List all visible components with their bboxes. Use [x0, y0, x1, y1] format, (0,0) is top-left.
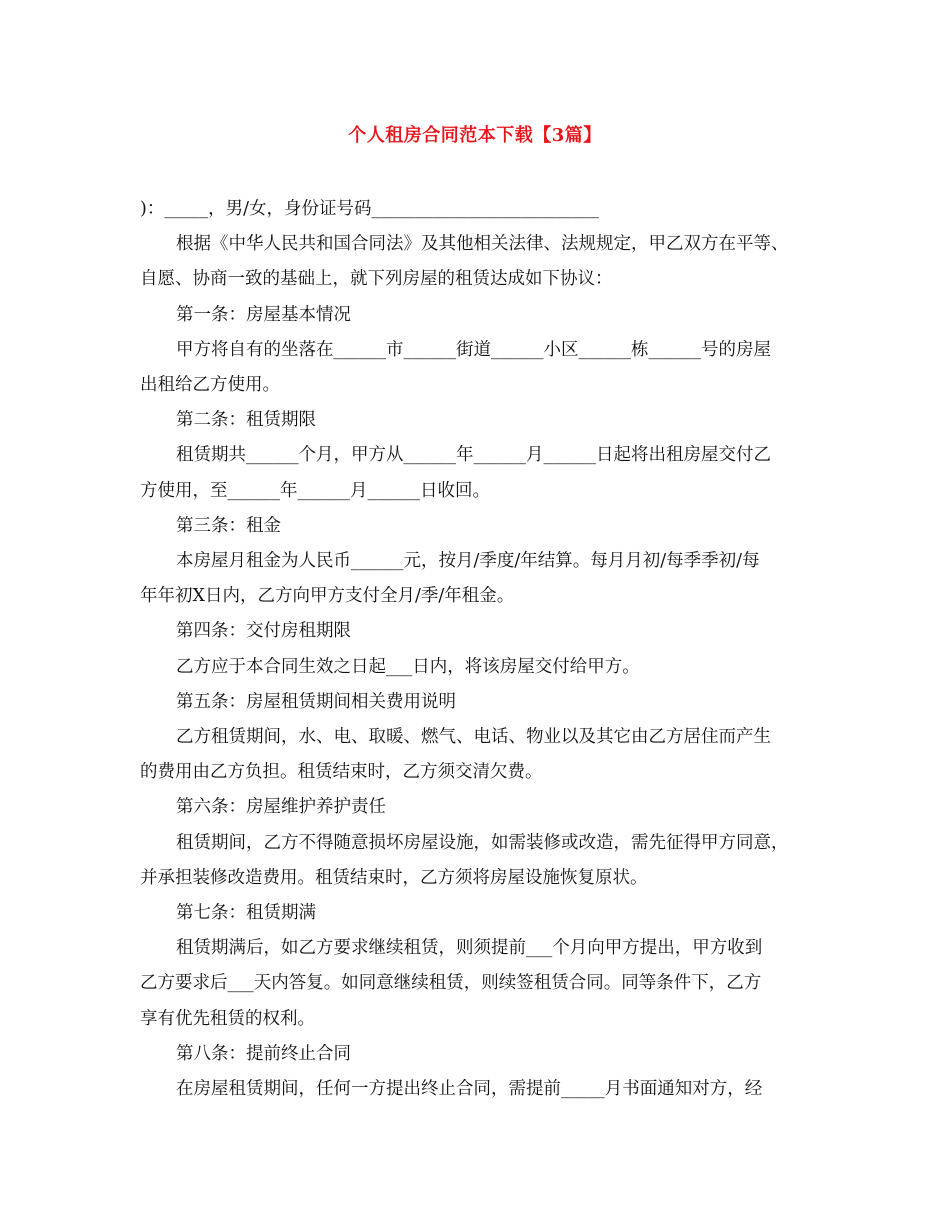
- text-line: 第三条：租金: [176, 515, 281, 536]
- text-line: 租赁期满后，如乙方要求继续租赁，则须提前___个月向甲方提出，甲方收到: [176, 938, 763, 959]
- text-line: 第四条：交付房租期限: [176, 621, 351, 642]
- text-line: 第八条：提前终止合同: [176, 1043, 351, 1064]
- text-line: 租赁期共______个月，甲方从______年______月______日起将出租房屋交付乙: [176, 445, 771, 466]
- text-line: 第一条：房屋基本情况: [176, 304, 351, 325]
- text-line: 的费用由乙方负担。租赁结束时，乙方须交清欠费。: [140, 762, 543, 783]
- text-line: 乙方应于本合同生效之日起___日内，将该房屋交付给甲方。: [176, 656, 640, 677]
- document-title: 个人租房合同范本下载【3篇】: [348, 125, 602, 146]
- text-line: 第五条：房屋租赁期间相关费用说明: [176, 691, 456, 712]
- text-line: 并承担装修改造费用。租赁结束时，乙方须将房屋设施恢复原状。: [140, 867, 648, 888]
- text-line: 本房屋月租金为人民币______元，按月/季度/年结算。每月月初/每季季初/每: [176, 551, 760, 572]
- text-line: 方使用，至______年______月______日收回。: [140, 480, 490, 501]
- text-line: 自愿、协商一致的基础上，就下列房屋的租赁达成如下协议：: [140, 269, 613, 290]
- text-line: 享有优先租赁的权利。: [140, 1008, 315, 1029]
- text-line: 根据《中华人民共和国合同法》及其他相关法律、法规规定，甲乙双方在平等、: [176, 234, 789, 255]
- text-line: 在房屋租赁期间，任何一方提出终止合同，需提前_____月书面通知对方，经: [176, 1079, 763, 1100]
- text-line: 甲方将自有的坐落在______市______街道______小区______栋______号的房屋: [176, 339, 771, 360]
- text-line: 乙方要求后___天内答复。如同意继续租赁，则续签租赁合同。同等条件下，乙方: [140, 973, 762, 994]
- document-body: [140, 192, 818, 1107]
- text-line: 年年初X日内，乙方向甲方支付全月/季/年租金。: [140, 586, 515, 607]
- text-line: 出租给乙方使用。: [140, 375, 280, 396]
- text-line: 第二条：租赁期限: [176, 410, 316, 431]
- text-line: 租赁期间，乙方不得随意损坏房屋设施，如需装修或改造，需先征得甲方同意，: [176, 832, 789, 853]
- text-line: 乙方租赁期间，水、电、取暖、燃气、电话、物业以及其它由乙方居住而产生: [176, 727, 771, 748]
- text-line: 第六条：房屋维护养护责任: [176, 797, 386, 818]
- text-line: )：_____，男/女，身份证号码__________________________: [140, 199, 599, 219]
- text-line: 第七条：租赁期满: [176, 903, 316, 924]
